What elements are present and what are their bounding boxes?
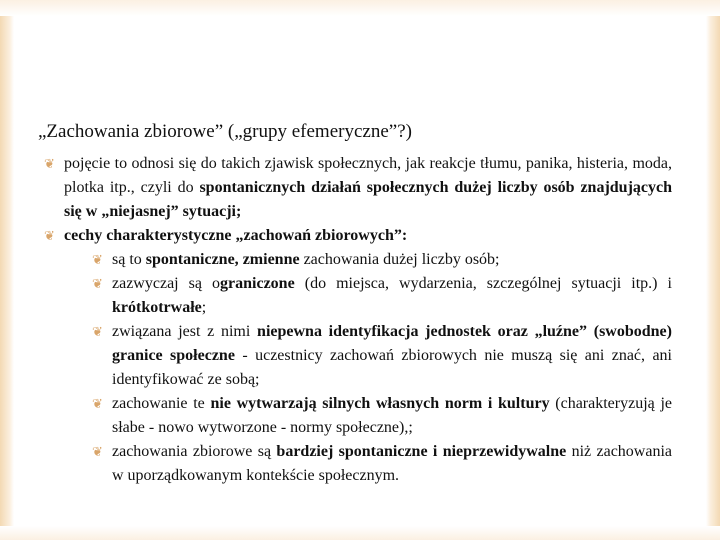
right-decorative-stripe [706,0,720,540]
bullet-text [112,320,672,392]
bullet-item-level-2 [92,392,672,440]
bullet-item-level-1 [44,224,672,248]
text-run: zachowania zbiorowe są [112,443,277,460]
text-run: związana jest z nimi [112,323,258,340]
top-decorative-wash [0,0,720,16]
bold-text-run: spontaniczne, [145,251,239,268]
bullet-text [112,248,672,272]
bold-text-run: graniczone [220,275,295,292]
text-run: są to [112,251,146,268]
bullet-item-level-2 [92,440,672,488]
bottom-decorative-wash [0,526,720,540]
wing-bullet-icon: ❦ [44,228,55,243]
bullet-text [112,440,672,488]
bullet-text [64,152,672,224]
wing-bullet-icon: ❦ [92,324,103,339]
wing-bullet-icon: ❦ [92,252,103,267]
wing-bullet-icon: ❦ [92,396,103,411]
bold-text-run: zmienne [242,251,300,268]
bold-text-run: krótkotrwałe [112,299,202,316]
slide-title: „Zachowania zbiorowe” („grupy efemeryczne”?) [38,121,412,142]
bullet-list [44,152,672,488]
text-run: zachowanie te [112,395,211,412]
wing-bullet-icon: ❦ [92,276,103,291]
text-run: pojęcie to odnosi się do takich zjawisk społecznych, jak reakcje tłumu, panika, histeria, moda, plotka itp., czyli do [64,155,672,196]
text-run: niż zachowania w uporządkowanym kontekście społecznym. [112,443,673,484]
bullet-item-level-2 [92,272,672,320]
bullet-text [64,224,672,248]
bullet-item-level-1 [44,152,672,224]
text-run: zachowania dużej liczby osób; [299,251,500,268]
text-run: (do miejsca, wydarzenia, szczególnej sytuacji itp.) i [294,275,672,292]
bold-text-run: cechy charakterystyczne „zachowań zbiorowych”: [64,227,408,244]
wing-bullet-icon: ❦ [92,444,103,459]
bullet-text [112,272,672,320]
left-decorative-stripe [0,0,14,540]
bullet-item-level-2 [92,320,672,392]
bullet-item-level-2 [92,248,672,272]
bold-text-run: spontanicznych działań społecznych dużej liczby osób znajdujących się w „niejasnej” sytuacji; [64,179,673,220]
text-run: zazwyczaj są o [112,275,221,292]
text-run: ; [201,299,207,316]
bold-text-run: bardziej spontaniczne i nieprzewidywalne [276,443,567,460]
bullet-text [112,392,672,440]
bold-text-run: nie wytwarzają silnych własnych norm i kultury [210,395,550,412]
bold-text-run: niepewna identyfikacja jednostek oraz „luźne” (swobodne) granice społeczne [112,323,672,364]
text-run: (charakteryzują je słabe - nowo wytworzone - normy społeczne),; [112,395,673,436]
text-run: - uczestnicy zachowań zbiorowych nie muszą się ani znać, ani identyfikować ze sobą; [112,347,672,388]
wing-bullet-icon: ❦ [44,156,55,171]
